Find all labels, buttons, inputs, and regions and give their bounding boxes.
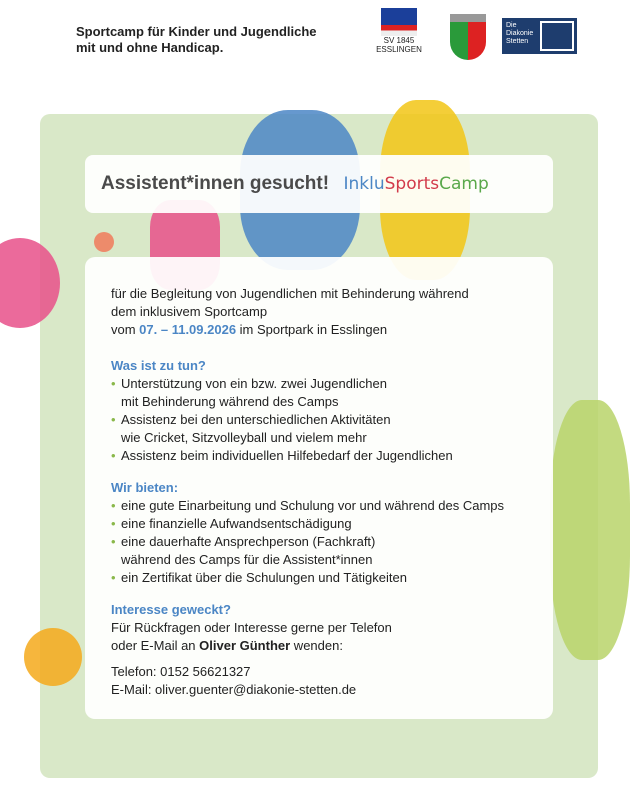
- decorative-shape: [550, 400, 630, 660]
- list-item: • Unterstützung von ein bzw. zwei Jugendlichen mit Behinderung während des Camps: [111, 375, 527, 411]
- contact-text: Für Rückfragen oder Interesse gerne per Telefon: [111, 620, 392, 635]
- brand-part: Sports: [384, 174, 440, 194]
- intro-text: für die Begleitung von Jugendlichen mit Behinderung während: [111, 286, 469, 301]
- intro-text: dem inklusivem Sportcamp: [111, 304, 268, 319]
- header-line: Sportcamp für Kinder und Jugendliche: [76, 24, 317, 39]
- logo-text: Die: [506, 22, 517, 29]
- decorative-shape: [94, 232, 114, 252]
- text: oder E-Mail an: [111, 638, 200, 653]
- logo-text: SV 1845 ESSLINGEN: [376, 36, 422, 54]
- camp-dates: 07. – 11.09.2026: [139, 322, 237, 337]
- list-item: • ein Zertifikat über die Schulungen und Tätigkeiten: [111, 569, 527, 587]
- tasks-heading: Was ist zu tun?: [111, 358, 206, 373]
- sv-esslingen-logo: [368, 8, 430, 62]
- list-item: • eine dauerhafte Ansprechperson (Fachkraft) während des Camps für die Assistent*innen: [111, 533, 527, 569]
- inklusportscamp-logo: [344, 174, 489, 194]
- page-title: Assistent*innen gesucht!: [101, 173, 330, 194]
- logo-text: Stetten: [506, 38, 529, 45]
- logo-text: Diakonie: [506, 30, 534, 37]
- diakonie-stetten-logo: [502, 18, 577, 54]
- decorative-shape: [24, 628, 82, 686]
- title-box: [85, 155, 553, 213]
- brand-part: Camp: [439, 174, 489, 194]
- header-text: [76, 24, 317, 56]
- fce-logo: [450, 14, 486, 60]
- list-item: • Assistenz beim individuellen Hilfebedarf der Jugendlichen: [111, 447, 527, 465]
- list-item: • Assistenz bei den unterschiedlichen Aktivitäten wie Cricket, Sitzvolleyball und vielem mehr: [111, 411, 527, 447]
- list-item: • eine gute Einarbeitung und Schulung vor und während des Camps: [111, 497, 527, 515]
- brand-part: Inklu: [343, 174, 385, 194]
- text: wenden:: [290, 638, 343, 653]
- content-card: [85, 257, 553, 719]
- contact-email[interactable]: E-Mail: oliver.guenter@diakonie-stetten.de: [111, 682, 357, 697]
- contact-heading: Interesse geweckt?: [111, 602, 231, 617]
- list-item: • eine finanzielle Aufwandsentschädigung: [111, 515, 527, 533]
- contact-name: Oliver Günther: [199, 638, 291, 653]
- offer-heading: Wir bieten:: [111, 480, 179, 495]
- contact-text: [111, 637, 527, 655]
- text: im Sportpark in Esslingen: [236, 322, 388, 337]
- intro-text: [111, 321, 527, 339]
- text: vom: [111, 322, 140, 337]
- header-line: mit und ohne Handicap.: [76, 40, 224, 55]
- contact-phone: Telefon: 0152 56621327: [111, 664, 251, 679]
